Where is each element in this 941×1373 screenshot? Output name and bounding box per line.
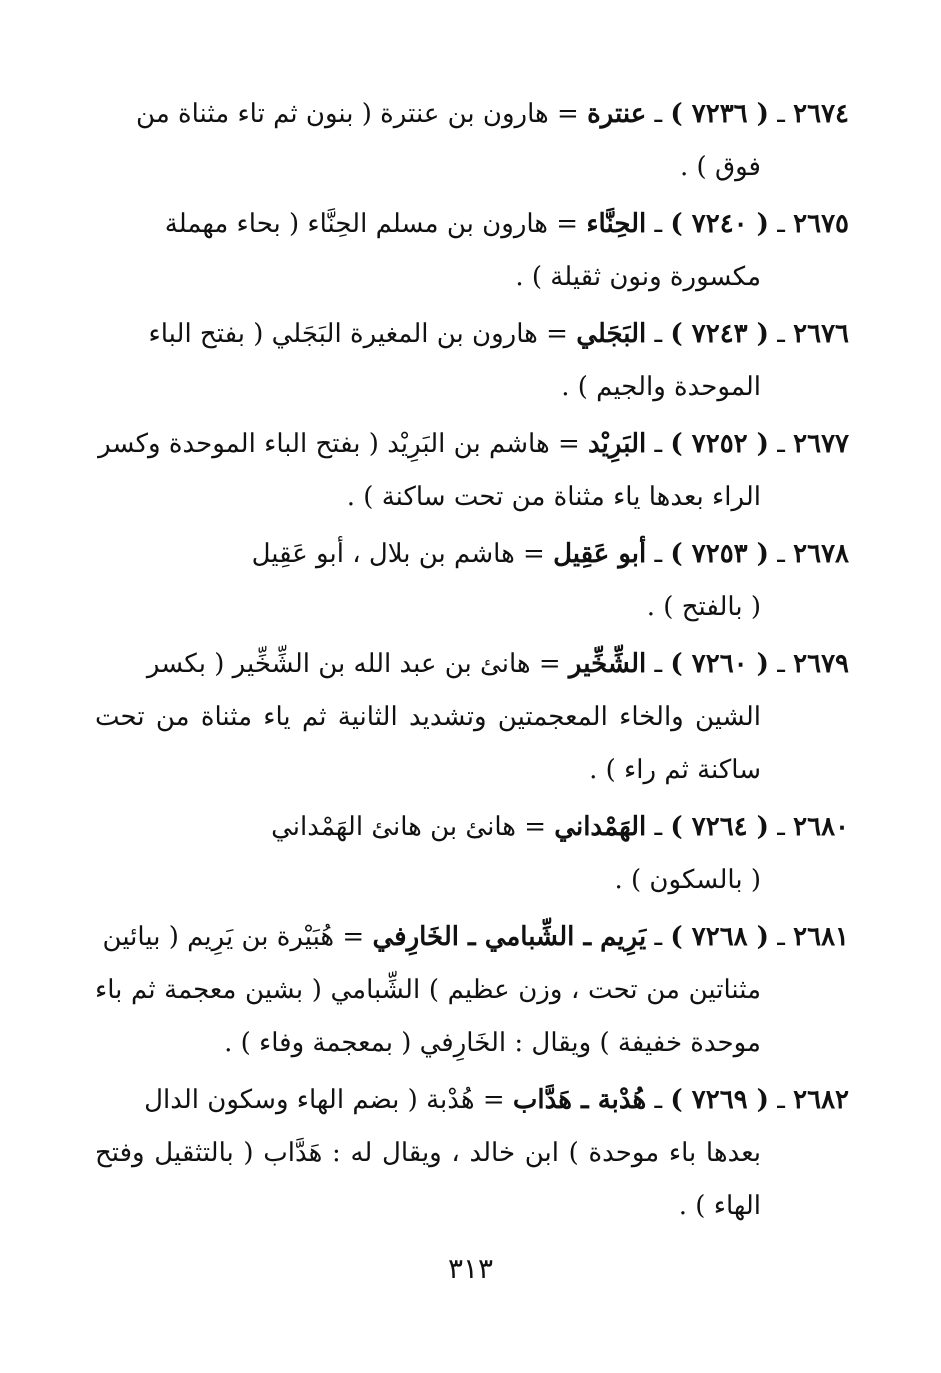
- entry-headword: الهَمْداني: [554, 812, 647, 842]
- entry-2679: ٢٦٧٩ ـ ( ٧٢٦٠ ) ـ الشِّخِّير = هانئ بن عبد الله بن الشِّخِّير ( بكسر الشين والخاء المعجمتين وتشديد الثانية ثم ياء مثناة من تحت ساكنة ثم راء ) .: [95, 638, 849, 797]
- entry-headword: البَجَلي: [576, 319, 647, 349]
- entry-headword: الحِنَّاء: [586, 209, 647, 239]
- entry-number: ٢٦٧٧: [793, 429, 849, 459]
- entry-continuation: مكسورة ونون ثقيلة ) .: [515, 262, 761, 292]
- entry-continuation: الموحدة والجيم ) .: [561, 372, 761, 402]
- entry-continuation: فوق ) .: [680, 152, 761, 182]
- entry-continuation: الشين والخاء المعجمتين وتشديد الثانية ثم ياء مثناة من تحت ساكنة ثم راء ) .: [95, 702, 761, 785]
- page-number: ٣١٣: [447, 1252, 494, 1285]
- entry-first-line: = هُبَيْرة بن يَرِيم ( بيائين: [102, 922, 365, 952]
- entry-continuation: الراء بعدها ياء مثناة من تحت ساكنة ) .: [346, 482, 761, 512]
- entry-first-line: = هارون بن المغيرة البَجَلي ( بفتح الباء: [148, 319, 568, 349]
- entry-headword: عنترة: [587, 99, 647, 129]
- entry-ref: ( ٧٢٥٢ ): [670, 429, 769, 459]
- entry-first-line: = هانئ بن عبد الله بن الشِّخِّير ( بكسر: [146, 649, 561, 679]
- entry-number: ٢٦٧٦: [793, 319, 849, 349]
- entry-number: ٢٦٨٠: [793, 812, 849, 842]
- entry-number: ٢٦٧٨: [793, 539, 849, 569]
- entry-number: ٢٦٨١: [793, 922, 849, 952]
- entry-ref: ( ٧٢٦٠ ): [670, 649, 769, 679]
- entry-first-line: = هاشم بن بلال ، أبو عَقِيل: [251, 539, 545, 569]
- entry-ref: ( ٧٢٦٨ ): [670, 922, 769, 952]
- entry-first-line: = هُدْبة ( بضم الهاء وسكون الدال: [144, 1085, 505, 1115]
- entry-continuation: مثناتين من تحت ، وزن عظيم ) الشِّبامي ( بشين معجمة ثم باء موحدة خفيفة ) ويقال : الخَارِفي ( بمعجمة وفاء ) .: [95, 975, 761, 1058]
- entry-number: ٢٦٧٥: [793, 209, 849, 239]
- entry-2674: ٢٦٧٤ ـ ( ٧٢٣٦ ) ـ عنترة = هارون بن عنترة ( بنون ثم تاء مثناة من فوق ) .: [95, 88, 849, 194]
- entry-number: ٢٦٧٤: [793, 99, 849, 129]
- entry-ref: ( ٧٢٦٩ ): [670, 1085, 769, 1115]
- entry-ref: ( ٧٢٣٦ ): [670, 99, 769, 129]
- entry-continuation: بعدها باء موحدة ) ابن خالد ، ويقال له : هَدَّاب ( بالتثقيل وفتح الهاء ) .: [95, 1138, 761, 1221]
- entry-headword: يَرِيم ـ الشِّبامي ـ الخَارِفي: [372, 922, 647, 952]
- entry-headword: أبو عَقِيل: [553, 539, 647, 569]
- entry-ref: ( ٧٢٤٣ ): [670, 319, 769, 349]
- entry-headword: البَرِيْد: [588, 429, 647, 459]
- entry-headword: الشِّخِّير: [568, 649, 647, 679]
- entry-ref: ( ٧٢٤٠ ): [670, 209, 769, 239]
- entry-2682: ٢٦٨٢ ـ ( ٧٢٦٩ ) ـ هُدْبة ـ هَدَّاب = هُدْبة ( بضم الهاء وسكون الدال بعدها باء موحدة ) ابن خالد ، ويقال له : هَدَّاب ( بالتثقيل وفتح الهاء ) .: [95, 1074, 849, 1233]
- entry-2676: ٢٦٧٦ ـ ( ٧٢٤٣ ) ـ البَجَلي = هارون بن المغيرة البَجَلي ( بفتح الباء الموحدة والجيم ) .: [95, 308, 849, 414]
- entry-first-line: = هاشم بن البَرِيْد ( بفتح الباء الموحدة وكسر: [98, 429, 580, 459]
- entry-headword: هُدْبة ـ هَدَّاب: [512, 1085, 647, 1115]
- entry-ref: ( ٧٢٥٣ ): [670, 539, 769, 569]
- entry-2681: ٢٦٨١ ـ ( ٧٢٦٨ ) ـ يَرِيم ـ الشِّبامي ـ الخَارِفي = هُبَيْرة بن يَرِيم ( بيائين مثناتين من تحت ، وزن عظيم ) الشِّبامي ( بشين معجمة ثم باء موحدة خفيفة ) ويقال : الخَارِفي ( بمعجمة وفاء ) .: [95, 911, 849, 1070]
- entry-2680: ٢٦٨٠ ـ ( ٧٢٦٤ ) ـ الهَمْداني = هانئ بن هانئ الهَمْداني ( بالسكون ) .: [95, 801, 849, 907]
- entry-first-line: = هارون بن عنترة ( بنون ثم تاء مثناة من: [136, 99, 579, 129]
- page-body: [95, 88, 849, 1237]
- entry-continuation: ( بالسكون ) .: [614, 865, 761, 895]
- entry-first-line: = هانئ بن هانئ الهَمْداني: [271, 812, 547, 842]
- entry-2677: ٢٦٧٧ ـ ( ٧٢٥٢ ) ـ البَرِيْد = هاشم بن البَرِيْد ( بفتح الباء الموحدة وكسر الراء بعدها ياء مثناة من تحت ساكنة ) .: [95, 418, 849, 524]
- entry-ref: ( ٧٢٦٤ ): [670, 812, 769, 842]
- entry-2675: ٢٦٧٥ ـ ( ٧٢٤٠ ) ـ الحِنَّاء = هارون بن مسلم الحِنَّاء ( بحاء مهملة مكسورة ونون ثقيلة ) .: [95, 198, 849, 304]
- entry-number: ٢٦٨٢: [793, 1085, 849, 1115]
- entry-number: ٢٦٧٩: [793, 649, 849, 679]
- entry-first-line: = هارون بن مسلم الحِنَّاء ( بحاء مهملة: [164, 209, 579, 239]
- entry-continuation: ( بالفتح ) .: [646, 592, 761, 622]
- entry-2678: ٢٦٧٨ ـ ( ٧٢٥٣ ) ـ أبو عَقِيل = هاشم بن بلال ، أبو عَقِيل ( بالفتح ) .: [95, 528, 849, 634]
